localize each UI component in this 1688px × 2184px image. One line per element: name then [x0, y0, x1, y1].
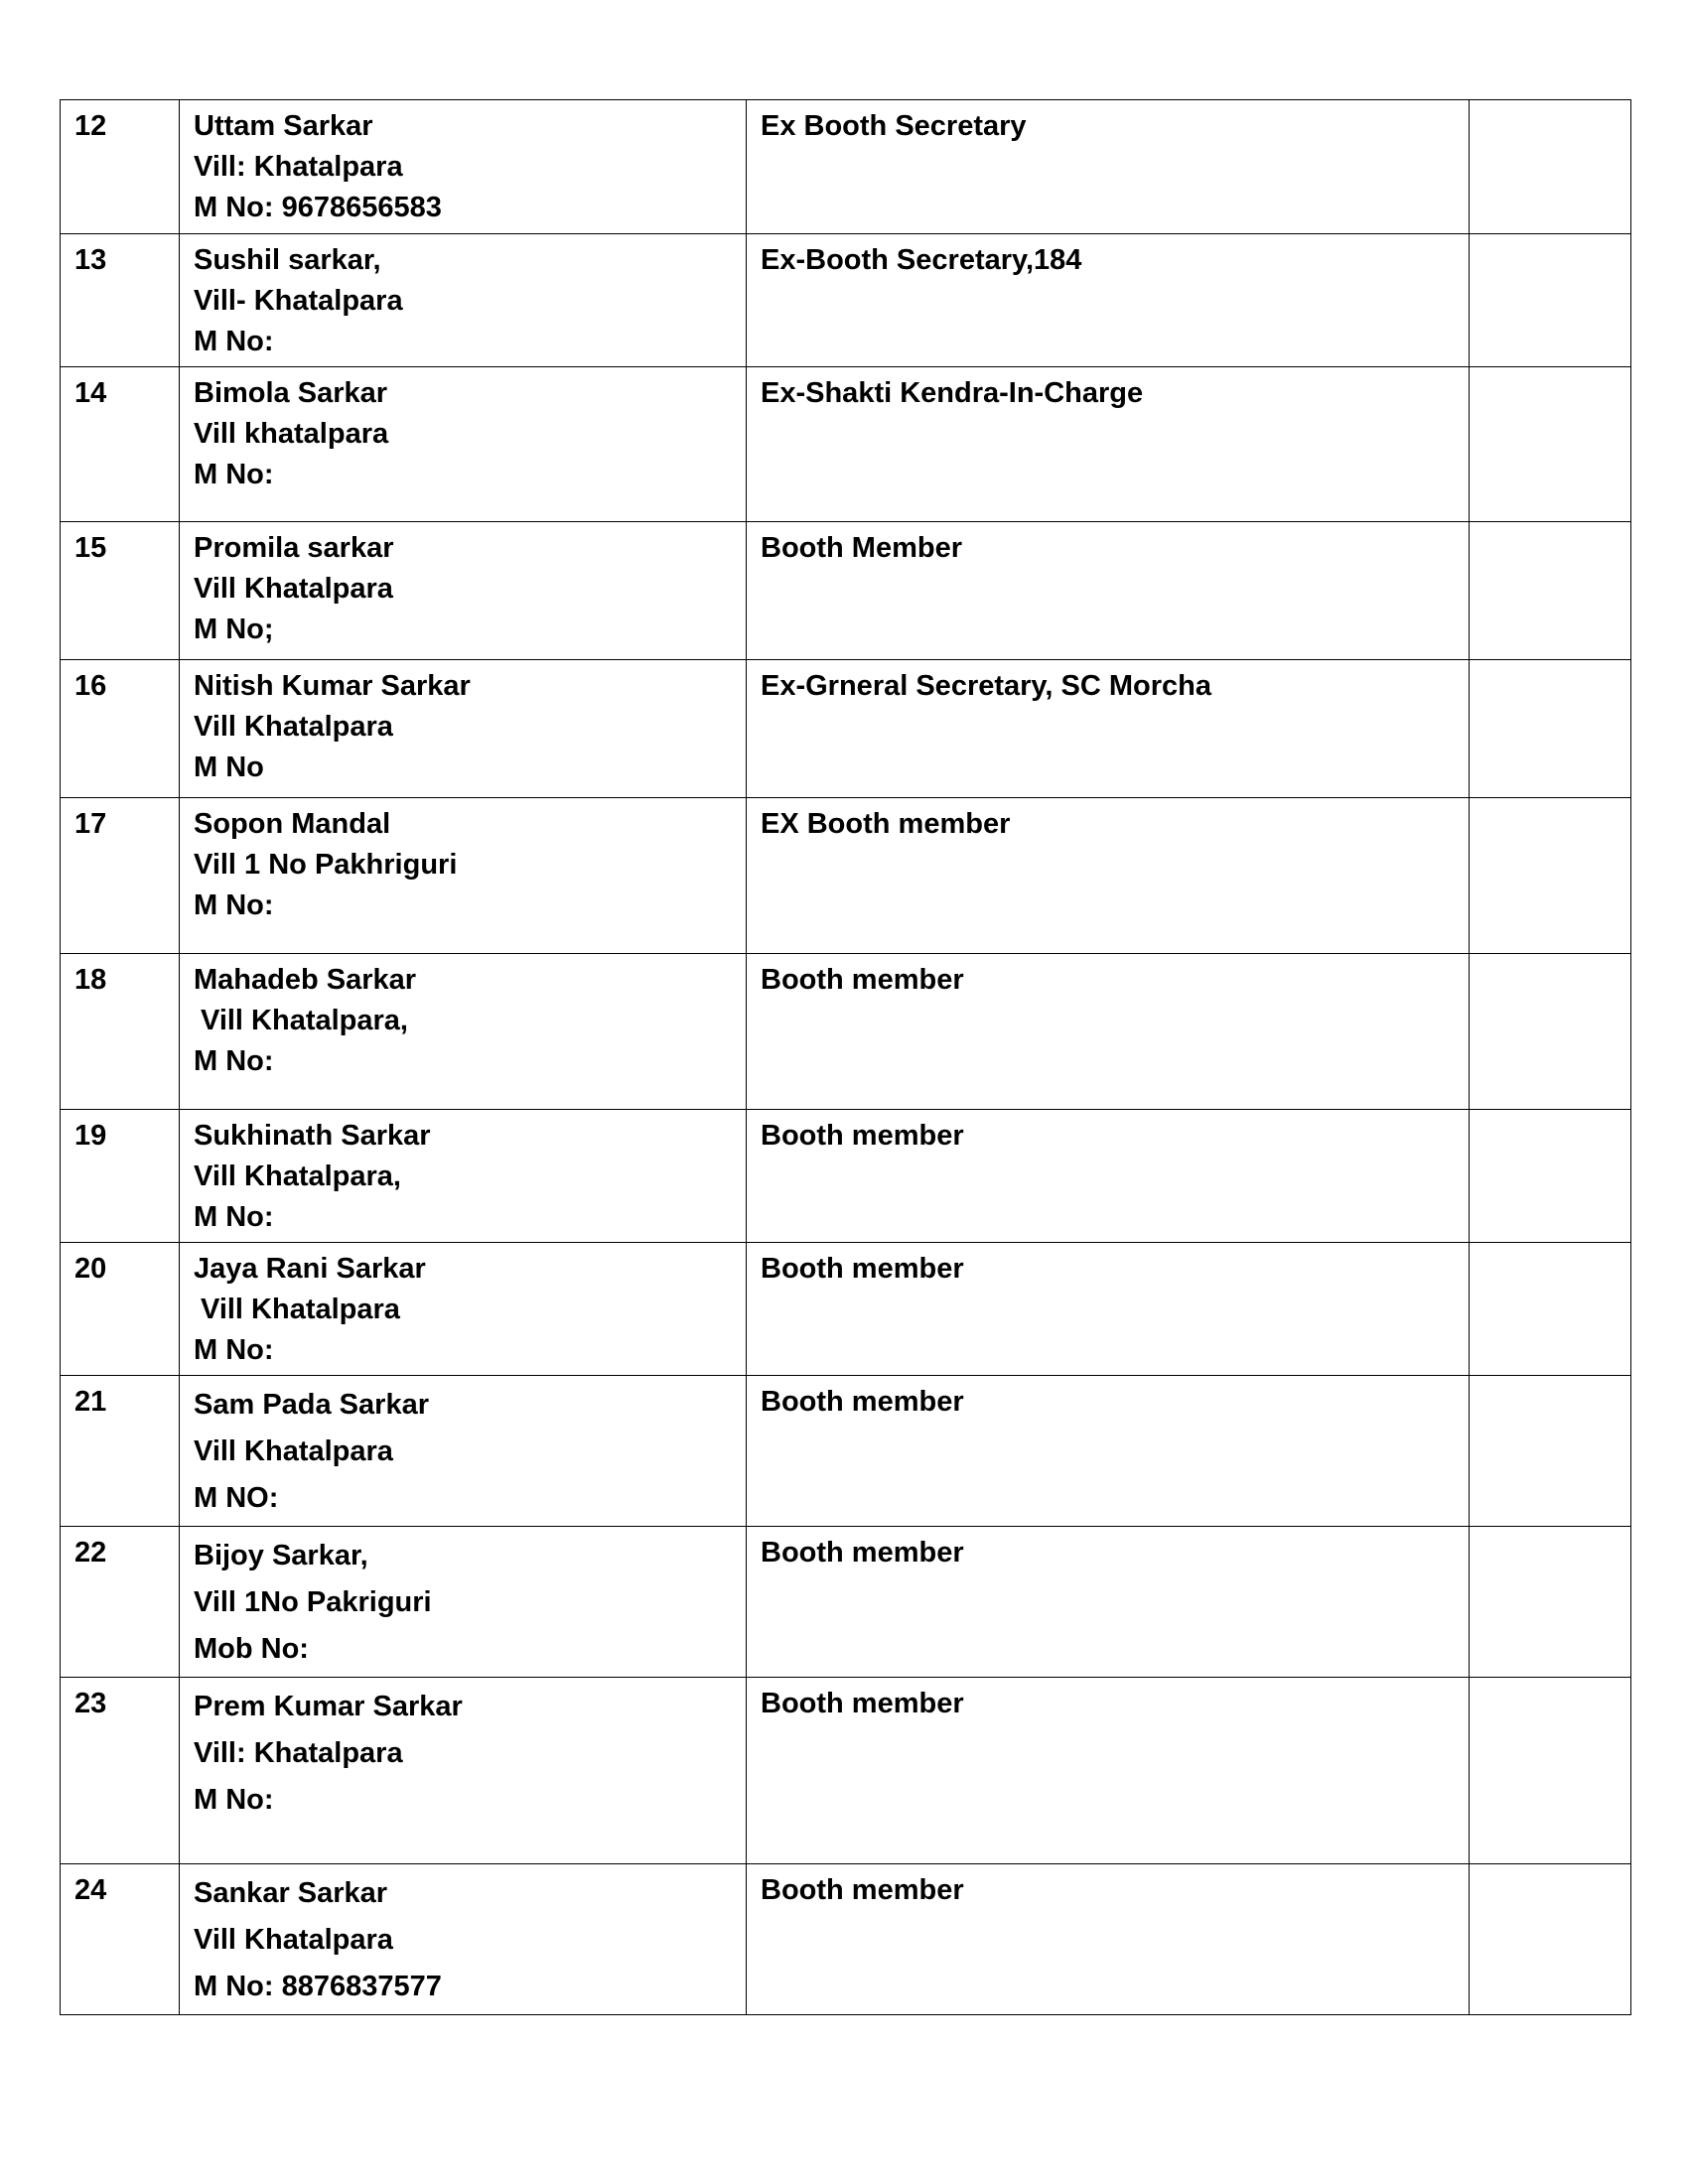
member-mobile: M No: — [194, 326, 274, 357]
member-details-cell — [180, 100, 747, 234]
blank-cell — [1470, 1527, 1631, 1678]
serial-number-cell — [61, 1527, 180, 1678]
member-name: Sam Pada Sarkar — [194, 1389, 429, 1421]
designation-cell — [747, 100, 1470, 234]
serial-number-cell — [61, 1110, 180, 1243]
serial-number: 17 — [74, 808, 107, 840]
member-mobile: M No: — [194, 1334, 274, 1366]
designation: Ex-Grneral Secretary, SC Morcha — [761, 670, 1211, 702]
member-mobile: M No: — [194, 1201, 274, 1233]
designation-cell — [747, 798, 1470, 954]
serial-number: 12 — [74, 110, 107, 142]
designation-cell — [747, 367, 1470, 522]
table-row — [61, 798, 1631, 954]
member-village: Vill: Khatalpara — [194, 1737, 403, 1769]
member-village: Vill: Khatalpara — [194, 151, 403, 183]
member-name: Promila sarkar — [194, 532, 394, 564]
designation-cell — [747, 954, 1470, 1110]
serial-number: 15 — [74, 532, 107, 564]
table-row — [61, 954, 1631, 1110]
member-village: Vill 1 No Pakhriguri — [194, 849, 458, 881]
blank-cell — [1470, 100, 1631, 234]
table-row — [61, 1110, 1631, 1243]
serial-number: 14 — [74, 377, 107, 409]
member-mobile: M No: — [194, 459, 274, 490]
blank-cell — [1470, 798, 1631, 954]
member-details-cell — [180, 954, 747, 1110]
member-mobile: M No: — [194, 1045, 274, 1077]
designation-cell — [747, 522, 1470, 660]
designation: Booth member — [761, 1386, 964, 1418]
designation: Booth member — [761, 964, 964, 996]
member-table — [60, 99, 1631, 2015]
designation-cell — [747, 1527, 1470, 1678]
designation: EX Booth member — [761, 808, 1011, 840]
table-row — [61, 367, 1631, 522]
table-row — [61, 1527, 1631, 1678]
member-name: Sopon Mandal — [194, 808, 391, 840]
blank-cell — [1470, 522, 1631, 660]
serial-number-cell — [61, 234, 180, 367]
member-details-cell — [180, 1864, 747, 2015]
designation: Ex-Shakti Kendra-In-Charge — [761, 377, 1144, 409]
member-details-cell — [180, 798, 747, 954]
table-row — [61, 1376, 1631, 1527]
member-village: Vill 1No Pakriguri — [194, 1586, 432, 1618]
designation-cell — [747, 1243, 1470, 1376]
blank-cell — [1470, 1110, 1631, 1243]
serial-number-cell — [61, 798, 180, 954]
designation: Booth member — [761, 1688, 964, 1719]
member-mobile: M No: 9678656583 — [194, 192, 442, 223]
table-row — [61, 660, 1631, 798]
member-details-cell — [180, 660, 747, 798]
blank-cell — [1470, 954, 1631, 1110]
member-village: Vill Khatalpara — [194, 1435, 393, 1467]
member-details-cell — [180, 1376, 747, 1527]
designation: Booth Member — [761, 532, 962, 564]
designation: Booth member — [761, 1874, 964, 1906]
designation: Ex-Booth Secretary,184 — [761, 244, 1082, 276]
serial-number-cell — [61, 1243, 180, 1376]
member-village: Vill Khatalpara, — [201, 1005, 408, 1036]
designation: Booth member — [761, 1253, 964, 1285]
member-mobile: M No: — [194, 1784, 274, 1816]
member-details-cell — [180, 1110, 747, 1243]
table-row — [61, 1243, 1631, 1376]
table-row — [61, 100, 1631, 234]
member-name: Sushil sarkar, — [194, 244, 381, 276]
member-village: Vill Khatalpara — [194, 711, 393, 743]
member-name: Sankar Sarkar — [194, 1877, 388, 1909]
member-details-cell — [180, 234, 747, 367]
member-name: Prem Kumar Sarkar — [194, 1691, 463, 1722]
member-details-cell — [180, 1678, 747, 1864]
member-details-cell — [180, 367, 747, 522]
member-name: Nitish Kumar Sarkar — [194, 670, 471, 702]
serial-number: 21 — [74, 1386, 107, 1418]
member-name: Bimola Sarkar — [194, 377, 388, 409]
table-row — [61, 234, 1631, 367]
designation-cell — [747, 1678, 1470, 1864]
blank-cell — [1470, 1678, 1631, 1864]
blank-cell — [1470, 660, 1631, 798]
serial-number-cell — [61, 100, 180, 234]
table-row — [61, 1864, 1631, 2015]
member-details-cell — [180, 1527, 747, 1678]
member-details-cell — [180, 522, 747, 660]
serial-number: 22 — [74, 1537, 107, 1569]
member-village: Vill Khatalpara — [201, 1294, 400, 1325]
blank-cell — [1470, 1376, 1631, 1527]
serial-number: 24 — [74, 1874, 107, 1906]
member-village: Vill khatalpara — [194, 418, 389, 450]
serial-number: 18 — [74, 964, 107, 996]
member-mobile: M No — [194, 751, 264, 783]
blank-cell — [1470, 367, 1631, 522]
serial-number: 16 — [74, 670, 107, 702]
member-mobile: M No; — [194, 614, 274, 645]
serial-number-cell — [61, 954, 180, 1110]
blank-cell — [1470, 1243, 1631, 1376]
serial-number-cell — [61, 1864, 180, 2015]
designation-cell — [747, 660, 1470, 798]
member-village: Vill Khatalpara, — [194, 1160, 401, 1192]
member-name: Jaya Rani Sarkar — [194, 1253, 426, 1285]
designation-cell — [747, 234, 1470, 367]
table-row — [61, 522, 1631, 660]
serial-number-cell — [61, 367, 180, 522]
member-name: Uttam Sarkar — [194, 110, 373, 142]
designation-cell — [747, 1864, 1470, 2015]
member-village: Vill Khatalpara — [194, 573, 393, 605]
serial-number: 13 — [74, 244, 107, 276]
serial-number-cell — [61, 660, 180, 798]
member-village: Vill Khatalpara — [194, 1924, 393, 1956]
member-name: Mahadeb Sarkar — [194, 964, 417, 996]
member-name: Bijoy Sarkar, — [194, 1540, 368, 1571]
serial-number-cell — [61, 1376, 180, 1527]
member-mobile: Mob No: — [194, 1633, 309, 1665]
serial-number-cell — [61, 522, 180, 660]
designation: Ex Booth Secretary — [761, 110, 1027, 142]
serial-number: 23 — [74, 1688, 107, 1719]
serial-number: 20 — [74, 1253, 107, 1285]
member-name: Sukhinath Sarkar — [194, 1120, 431, 1152]
member-mobile: M No: 8876837577 — [194, 1971, 442, 2002]
member-mobile: M No: — [194, 889, 274, 921]
member-village: Vill- Khatalpara — [194, 285, 403, 317]
serial-number: 19 — [74, 1120, 107, 1152]
member-mobile: M NO: — [194, 1482, 279, 1514]
blank-cell — [1470, 1864, 1631, 2015]
designation: Booth member — [761, 1537, 964, 1569]
member-details-cell — [180, 1243, 747, 1376]
serial-number-cell — [61, 1678, 180, 1864]
designation: Booth member — [761, 1120, 964, 1152]
table-row — [61, 1678, 1631, 1864]
designation-cell — [747, 1110, 1470, 1243]
blank-cell — [1470, 234, 1631, 367]
designation-cell — [747, 1376, 1470, 1527]
